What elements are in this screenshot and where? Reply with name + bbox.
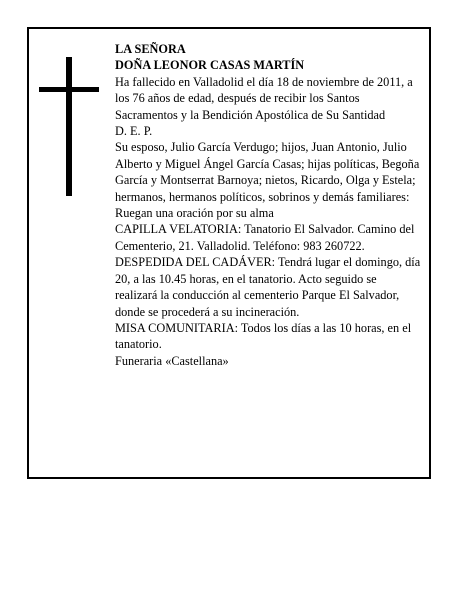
notice-farewell: DESPEDIDA DEL CADÁVER: Tendrá lugar el domingo, día 20, a las 10.45 horas, en el tanatorio. Acto seguido se realizará la conducción al cementerio Parque El Salvador, donde se procederá a su incineración. (115, 255, 421, 319)
cross-icon-bar (39, 87, 99, 92)
notice-prayer: Ruegan una oración por su alma (115, 206, 274, 221)
notice-rip: D. E. P. (115, 124, 153, 139)
notice-death-announcement: Ha fallecido en Valladolid el día 18 de noviembre de 2011, a los 76 años de edad, después de recibir los Santos Sacramentos y la Bendición Apostólica de Su Santidad (115, 74, 413, 122)
obituary-notice (27, 27, 431, 479)
notice-title-line1: LA SEÑORA (115, 42, 186, 56)
notice-family: Su esposo, Julio García Verdugo; hijos, Juan Antonio, Julio Alberto y Miguel Ángel García Casas; hijas políticas, Begoña García y Montserrat Barnoya; nietos, Ricardo, Olga y Estela; hermanos, hermanos políticos, sobrinos y demás familiares: (115, 140, 420, 204)
notice-mass: MISA COMUNITARIA: Todos los días a las 10 horas, en el tanatorio. (115, 320, 412, 352)
notice-text (115, 41, 421, 369)
notice-chapel: CAPILLA VELATORIA: Tanatorio El Salvador. Camino del Cementerio, 21. Valladolid. Teléfono: 983 260722. (115, 222, 415, 253)
cross-icon (66, 57, 72, 196)
notice-funeral-home: Funeraria «Castellana» (115, 353, 229, 368)
notice-title-line2: DOÑA LEONOR CASAS MARTÍN (115, 58, 305, 73)
